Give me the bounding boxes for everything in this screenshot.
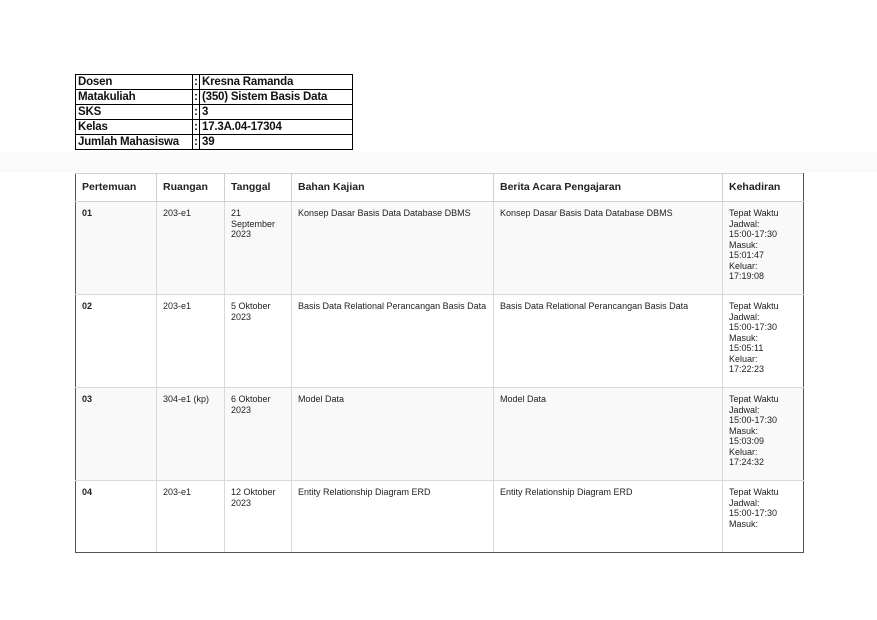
kehadiran-line: Masuk: (729, 518, 759, 529)
info-row (76, 90, 353, 105)
info-label: Kelas (76, 120, 193, 135)
kehadiran-line: Keluar: (729, 446, 758, 457)
kehadiran-line: Tepat Waktu (729, 301, 779, 311)
kehadiran-line: Jadwal: (729, 311, 760, 322)
col-header-tanggal: Tanggal (225, 174, 292, 202)
info-value: Kresna Ramanda (200, 75, 353, 90)
cell-tanggal: 6 Oktober 2023 (225, 388, 292, 481)
cell-berita-acara: Basis Data Relational Perancangan Basis Data (494, 295, 723, 388)
cell-pertemuan: 04 (76, 481, 157, 553)
cell-tanggal: 12 Oktober 2023 (225, 481, 292, 553)
info-row (76, 105, 353, 120)
info-label: Dosen (76, 75, 193, 90)
col-header-ruangan: Ruangan (157, 174, 225, 202)
kehadiran-line: 17:24:32 (729, 457, 765, 467)
kehadiran-line: Jadwal: (729, 404, 760, 415)
attendance-table (75, 173, 804, 553)
cell-pertemuan: 03 (76, 388, 157, 481)
info-row (76, 120, 353, 135)
course-info-table (75, 74, 353, 150)
table-row (76, 295, 804, 388)
cell-kehadiran (723, 481, 804, 553)
kehadiran-line: 15:00-17:30 (729, 508, 778, 518)
cell-tanggal: 21 September 2023 (225, 202, 292, 295)
table-row (76, 481, 804, 553)
table-header-row (76, 174, 804, 202)
kehadiran-line: Tepat Waktu (729, 208, 779, 218)
col-header-bahan-kajian: Bahan Kajian (292, 174, 494, 202)
info-separator: : (194, 135, 198, 148)
separator-band (0, 152, 877, 172)
info-label: Jumlah Mahasiswa (76, 135, 193, 150)
cell-bahan-kajian: Model Data (292, 388, 494, 481)
cell-berita-acara: Model Data (494, 388, 723, 481)
cell-ruangan: 304-e1 (kp) (157, 388, 225, 481)
kehadiran-line: Tepat Waktu (729, 394, 779, 404)
kehadiran-line: Masuk: (729, 425, 759, 436)
cell-ruangan: 203-e1 (157, 202, 225, 295)
info-separator: : (194, 105, 198, 118)
col-header-pertemuan: Pertemuan (76, 174, 157, 202)
cell-kehadiran (723, 295, 804, 388)
table-row (76, 388, 804, 481)
kehadiran-line: 15:05:11 (729, 343, 764, 353)
cell-berita-acara: Entity Relationship Diagram ERD (494, 481, 723, 553)
cell-bahan-kajian: Entity Relationship Diagram ERD (292, 481, 494, 553)
cell-kehadiran (723, 388, 804, 481)
kehadiran-line: Masuk: (729, 239, 759, 250)
cell-pertemuan: 02 (76, 295, 157, 388)
table-row (76, 202, 804, 295)
info-value: 17.3A.04-17304 (200, 120, 353, 135)
col-header-kehadiran: Kehadiran (723, 174, 804, 202)
info-row (76, 75, 353, 90)
info-separator: : (194, 120, 198, 133)
info-separator: : (194, 90, 198, 103)
kehadiran-line: Jadwal: (729, 218, 760, 229)
cell-ruangan: 203-e1 (157, 481, 225, 553)
cell-pertemuan: 01 (76, 202, 157, 295)
kehadiran-line: 15:00-17:30 (729, 415, 778, 425)
kehadiran-line: 15:03:09 (729, 436, 765, 446)
info-value: 3 (200, 105, 353, 120)
kehadiran-line: Keluar: (729, 260, 758, 271)
kehadiran-line: Keluar: (729, 353, 758, 364)
cell-kehadiran (723, 202, 804, 295)
cell-bahan-kajian: Basis Data Relational Perancangan Basis Data (292, 295, 494, 388)
kehadiran-line: 15:00-17:30 (729, 322, 778, 332)
info-value: (350) Sistem Basis Data (200, 90, 353, 105)
kehadiran-line: Masuk: (729, 332, 759, 343)
cell-ruangan: 203-e1 (157, 295, 225, 388)
kehadiran-line: 15:01:47 (729, 250, 765, 260)
kehadiran-line: 17:19:08 (729, 271, 765, 281)
kehadiran-line: Tepat Waktu (729, 487, 779, 497)
kehadiran-line: Jadwal: (729, 497, 760, 508)
cell-tanggal: 5 Oktober 2023 (225, 295, 292, 388)
col-header-berita-acara: Berita Acara Pengajaran (494, 174, 723, 202)
info-separator: : (194, 75, 198, 88)
kehadiran-line: 17:22:23 (729, 364, 765, 374)
info-label: Matakuliah (76, 90, 193, 105)
info-value: 39 (200, 135, 353, 150)
kehadiran-line: 15:00-17:30 (729, 229, 778, 239)
info-label: SKS (76, 105, 193, 120)
cell-bahan-kajian: Konsep Dasar Basis Data Database DBMS (292, 202, 494, 295)
info-row (76, 135, 353, 150)
cell-berita-acara: Konsep Dasar Basis Data Database DBMS (494, 202, 723, 295)
